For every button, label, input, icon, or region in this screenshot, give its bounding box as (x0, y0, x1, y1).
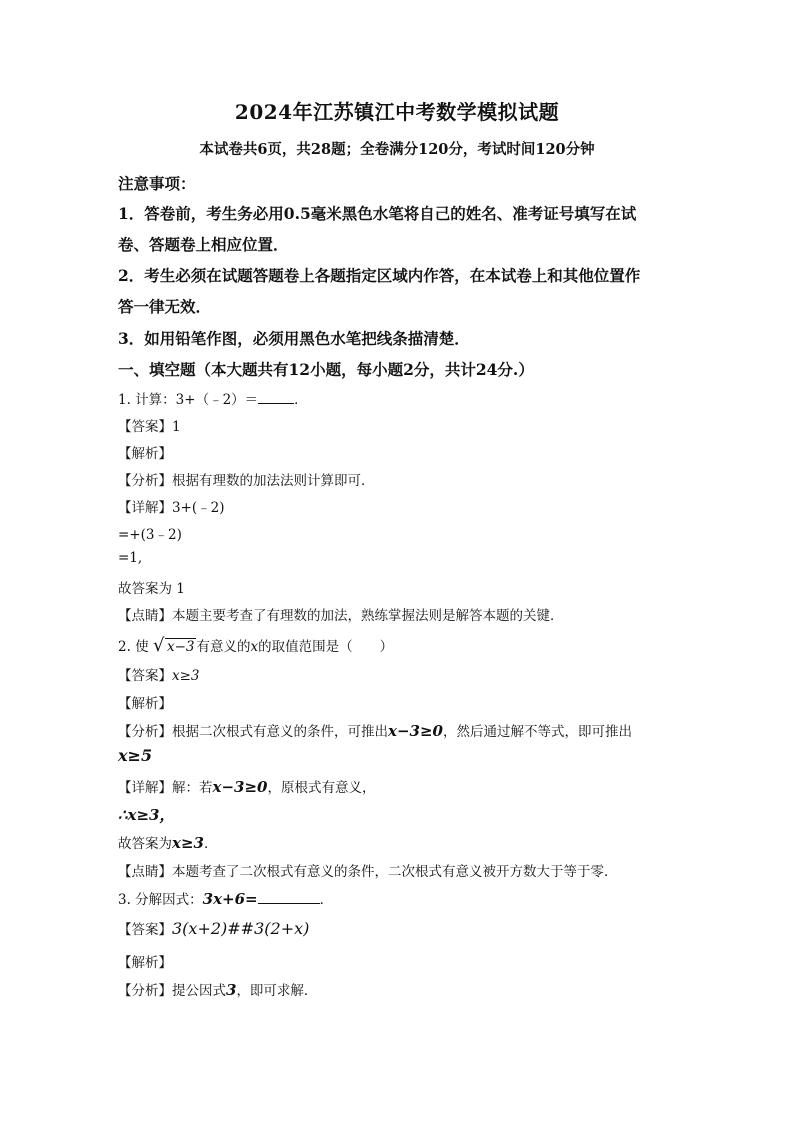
q2-xiangjie-text-b: ，原根式有意义， (267, 780, 376, 796)
q1-xiangjie-text: 3+(﹣2) (172, 500, 225, 516)
q2-xiangjie (118, 776, 375, 796)
note-1-line-1: 1．答卷前，考生务必用0.5毫米黑色水笔将自己的姓名、准考证号填写在试 (118, 204, 637, 223)
q2-prefix: 2. 使 (118, 639, 149, 655)
q3-answer-value: 3(x+2)##3(2+x) (172, 919, 310, 938)
q3-fenxi-math: 3 (226, 981, 237, 999)
q2-fenxi-text-b: ，然后通过解不等式，即可推出 (442, 724, 632, 740)
q2-var: x (250, 639, 259, 655)
answer-tag: 【答案】 (118, 922, 172, 938)
q3-fenxi-text-b: ，即可求解． (236, 983, 318, 999)
q2-radicand: x−3 (166, 639, 195, 655)
q1-step-2: =1, (118, 550, 143, 566)
q2-therefore-text: ∴x≥3， (118, 806, 175, 824)
note-3: 3．如用铅笔作图，必须用黑色水笔把线条描清楚． (118, 329, 470, 348)
q1-question (118, 388, 308, 408)
q2-sqrt (152, 635, 197, 656)
dianjing-tag: 【点睛】 (118, 608, 172, 624)
q1-blank (258, 389, 294, 404)
dianjing-tag: 【点睛】 (118, 864, 172, 880)
q1-fenxi-text: 根据有理数的加法法则计算即可． (172, 473, 375, 489)
q1-step-1: =+(3﹣2) (118, 527, 182, 543)
answer-tag: 【答案】 (118, 668, 172, 684)
q1-fenxi (118, 469, 375, 489)
q3-expr: 3x+6= (202, 890, 258, 908)
q1-jiexi: 【解析】 (118, 446, 172, 462)
q2-jiexi: 【解析】 (118, 696, 172, 712)
answer-tag: 【答案】 (118, 419, 172, 435)
note-2-line-2: 答一律无效． (118, 297, 212, 316)
q2-fenxi-text-a: 根据二次根式有意义的条件，可推出 (172, 724, 388, 740)
q3-question (118, 888, 333, 908)
q1-answer (118, 415, 181, 435)
q3-jiexi: 【解析】 (118, 955, 172, 971)
radical-sign: √ (152, 635, 165, 656)
note-2-line-1: 2．考生必须在试题答题卷上各题指定区域内作答，在本试卷上和其他位置作 (118, 266, 641, 285)
q2-fenxi (118, 720, 632, 740)
q1-answer-value: 1 (172, 419, 181, 435)
q1-text: 1. 计算：3+（﹣2）＝ (118, 392, 259, 408)
q2-conclusion-math: x≥3 (172, 834, 204, 852)
section-heading: 一、填空题（本大题共有12小题，每小题2分，共计24分.） (118, 360, 534, 379)
fenxi-tag: 【分析】 (118, 724, 172, 740)
q1-conclusion: 故答案为 1 (118, 581, 185, 597)
q1-xiangjie (118, 496, 225, 516)
q2-fenxi-result: x≥5 (118, 746, 153, 765)
q3-prefix: 3. 分解因式： (118, 892, 203, 908)
fenxi-tag: 【分析】 (118, 473, 172, 489)
q2-suffix-2: 的取值范围是（ ） (258, 639, 394, 655)
q2-xiangjie-text-a: 解：若 (172, 780, 213, 796)
q2-therefore (118, 804, 175, 825)
exam-info: 本试卷共6页，共28题；全卷满分120分，考试时间120分钟 (199, 141, 595, 158)
q2-answer-value: x≥3 (172, 668, 200, 684)
q2-conclusion-a: 故答案为 (118, 836, 172, 852)
q1-dianjing-text: 本题主要考查了有理数的加法，熟练掌握法则是解答本题的关键． (172, 608, 564, 624)
q2-fenxi-math: x−3≥0 (388, 722, 443, 740)
q3-answer (118, 918, 309, 938)
q3-end: ． (319, 892, 334, 908)
q2-answer (118, 664, 200, 684)
q1-end: ． (294, 392, 308, 408)
q2-fenxi-line-2 (118, 746, 152, 765)
q2-dianjing (118, 860, 618, 880)
note-1-line-2: 卷、答题卷上相应位置． (118, 235, 289, 254)
q3-blank (258, 889, 320, 904)
xiangjie-tag: 【详解】 (118, 500, 172, 516)
q2-conclusion-b: ． (203, 836, 218, 852)
page-title: 2024年江苏镇江中考数学模拟试题 (234, 100, 560, 124)
q2-conclusion (118, 832, 217, 852)
q2-question (118, 635, 393, 655)
q2-suffix: 有意义的 (196, 639, 251, 655)
notes-heading: 注意事项： (118, 174, 196, 193)
xiangjie-tag: 【详解】 (118, 780, 172, 796)
q3-fenxi-text-a: 提公因式 (172, 983, 226, 999)
q1-dianjing (118, 604, 564, 624)
q2-dianjing-text: 本题考查了二次根式有意义的条件，二次根式有意义被开方数大于等于零． (172, 864, 618, 880)
q3-fenxi (118, 979, 317, 999)
fenxi-tag: 【分析】 (118, 983, 172, 999)
q2-xiangjie-math: x−3≥0 (212, 778, 268, 796)
